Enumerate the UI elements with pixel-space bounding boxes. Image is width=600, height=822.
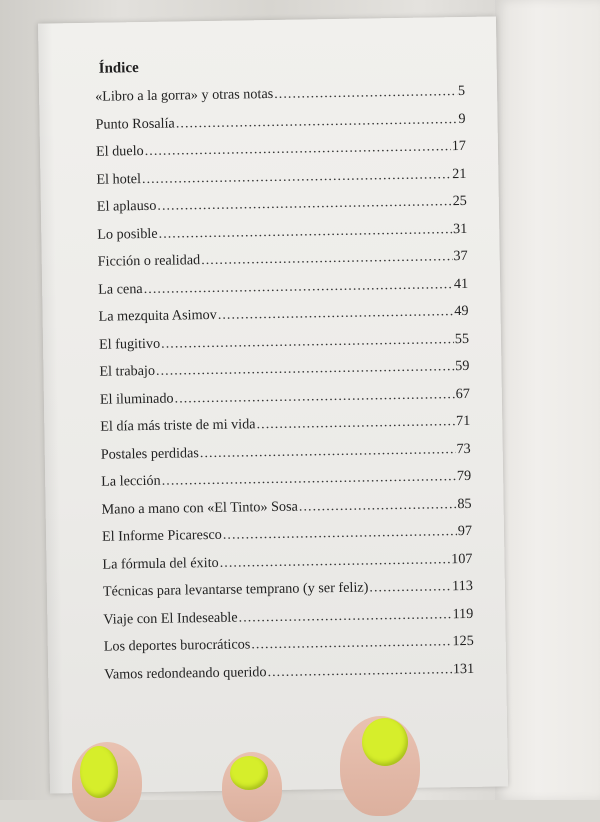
toc-entry-title: El fugitivo: [98, 335, 161, 353]
toc-entry-page-number: 25: [452, 192, 467, 210]
toc-entry-title: La fórmula del éxito: [102, 554, 219, 573]
toc-entry-title: El hotel: [96, 170, 142, 188]
toc-entry-title: El Informe Picaresco: [101, 526, 222, 545]
toc-entry-title: Técnicas para levantarse temprano (y ser feliz): [102, 579, 369, 600]
toc-entry-page-number: 37: [453, 247, 468, 265]
dot-leader: [157, 193, 452, 215]
toc-entry-title: Los deportes burocráticos: [103, 636, 251, 655]
toc-entry-title: Ficción o realidad: [97, 252, 201, 270]
dot-leader: [251, 633, 451, 653]
dot-leader: [176, 111, 458, 132]
dot-leader: [162, 468, 457, 490]
toc-entry-page-number: 107: [451, 550, 473, 567]
table-of-contents: [95, 83, 474, 694]
dot-leader: [238, 606, 451, 626]
toc-entry-title: El trabajo: [99, 362, 156, 380]
toc-entry-page-number: 97: [457, 522, 473, 540]
dot-leader: [223, 523, 457, 544]
toc-entry-page-number: 125: [452, 632, 474, 650]
toc-entry-page-number: 79: [456, 467, 472, 485]
dot-leader: [218, 303, 454, 324]
toc-entry-title: «Libro a la gorra» y otras notas: [95, 85, 274, 105]
dot-leader: [156, 358, 454, 380]
dot-leader: [161, 331, 454, 353]
toc-entry-page-number: 59: [455, 357, 470, 375]
fingernail-left: [80, 746, 118, 798]
facing-page-edge: [495, 0, 600, 800]
fingernail-middle: [230, 756, 268, 790]
dot-leader: [299, 496, 457, 515]
dot-leader: [174, 386, 454, 407]
dot-leader: [144, 276, 454, 298]
dot-leader: [256, 413, 455, 433]
toc-entry-title: Mano a mano con «El Tinto» Sosa: [101, 498, 298, 518]
dot-leader: [145, 138, 451, 160]
toc-entry-title: El iluminado: [99, 390, 174, 408]
toc-entry-page-number: 85: [457, 495, 472, 512]
toc-entry: [104, 660, 474, 693]
toc-entry-page-number: 5: [457, 82, 466, 100]
toc-entry-title: El duelo: [95, 143, 144, 160]
toc-entry-page-number: 119: [452, 605, 474, 622]
book-page: [38, 16, 508, 793]
toc-entry-title: La cena: [98, 280, 143, 298]
toc-entry-title: Postales perdidas: [100, 444, 199, 463]
toc-entry-title: Lo posible: [97, 225, 158, 243]
toc-entry-title: Vamos redondeando querido: [104, 663, 267, 683]
dot-leader: [200, 441, 456, 462]
toc-entry-page-number: 73: [456, 440, 471, 457]
dot-leader: [158, 221, 452, 243]
toc-entry-page-number: 31: [452, 220, 468, 237]
toc-entry-title: La mezquita Asimov: [98, 306, 217, 325]
toc-entry-page-number: 9: [458, 110, 466, 127]
dot-leader: [267, 661, 452, 681]
dot-leader: [201, 248, 453, 269]
toc-entry-title: El aplauso: [96, 197, 157, 215]
toc-entry-title: Punto Rosalía: [95, 115, 175, 133]
toc-entry-page-number: 17: [451, 137, 467, 155]
dot-leader: [220, 551, 451, 572]
toc-entry-page-number: 71: [455, 412, 471, 430]
fingernail-right: [362, 718, 408, 766]
toc-entry-page-number: 67: [455, 385, 470, 402]
toc-entry-page-number: 55: [454, 330, 470, 347]
dot-leader: [274, 83, 457, 103]
toc-entry-page-number: 49: [454, 302, 469, 320]
dot-leader: [369, 578, 451, 596]
toc-entry-page-number: 131: [452, 660, 475, 677]
toc-entry-page-number: 113: [451, 577, 473, 595]
dot-leader: [142, 166, 452, 188]
toc-entry-page-number: 41: [453, 275, 469, 292]
index-heading: Índice: [98, 60, 139, 77]
toc-entry-page-number: 21: [452, 165, 467, 182]
toc-entry-title: La lección: [101, 472, 161, 490]
toc-entry-title: Viaje con El Indeseable: [103, 609, 238, 628]
toc-entry-title: El día más triste de mi vida: [100, 416, 256, 435]
